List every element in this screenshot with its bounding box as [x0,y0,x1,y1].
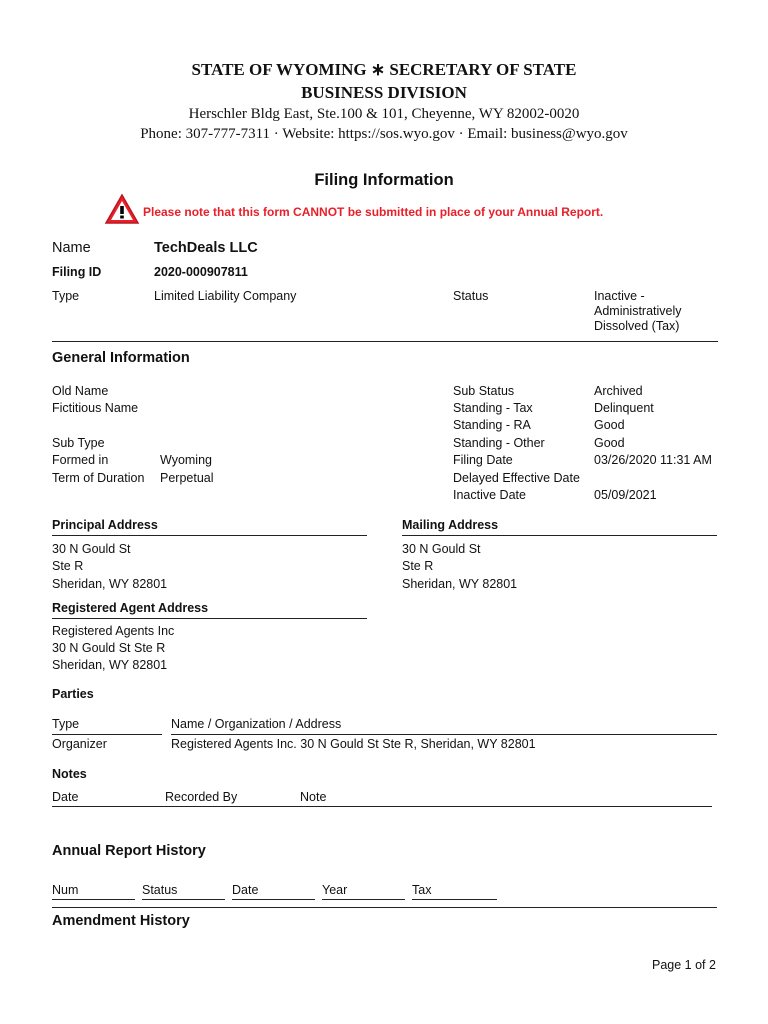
principal-line1: 30 N Gould St [52,542,131,556]
type-value: Limited Liability Company [154,289,297,303]
parties-col-type: Type [52,717,80,731]
status-value-line3: Dissolved (Tax) [594,319,680,333]
type-label: Type [52,289,80,303]
divider [52,734,162,735]
inactive-date-value: 05/09/2021 [594,488,657,502]
notes-col-recorded-by: Recorded By [165,790,238,804]
divider [322,899,405,900]
entity-name: TechDeals LLC [154,240,258,256]
formed-in-value: Wyoming [160,453,212,467]
annual-col-status: Status [142,883,178,897]
parties-heading: Parties [52,687,94,701]
parties-col-name: Name / Organization / Address [171,717,342,731]
standing-other-label: Standing - Other [453,436,545,450]
party-name: Registered Agents Inc. 30 N Gould St Ste R, Sheridan, WY 82801 [171,737,536,751]
sub-type-label: Sub Type [52,436,105,450]
annual-col-tax: Tax [412,883,432,897]
status-label: Status [453,289,489,303]
agency-state: STATE OF WYOMING [191,60,367,79]
divider [142,899,225,900]
general-info-heading: General Information [52,350,190,366]
agent-line2: 30 N Gould St Ste R [52,641,166,655]
page-number: Page 1 of 2 [652,958,716,972]
sub-status-value: Archived [594,384,643,398]
party-type: Organizer [52,737,107,751]
standing-tax-value: Delinquent [594,401,654,415]
divider [402,535,717,536]
header-contact: Phone: 307-777-7311 · Website: https://sos.wyo.gov · Email: business@wyo.gov [140,126,628,142]
old-name-label: Old Name [52,384,109,398]
page-title: Filing Information [314,171,454,189]
annual-report-heading: Annual Report History [52,843,206,859]
divider [412,899,497,900]
principal-address-heading: Principal Address [52,518,158,532]
mailing-address-heading: Mailing Address [402,518,499,532]
annual-col-num: Num [52,883,79,897]
term-label: Term of Duration [52,471,145,485]
divider [52,899,135,900]
mailing-line2: Ste R [402,559,434,573]
divider [52,618,367,619]
status-value-line2: Administratively [594,304,682,318]
annual-col-date: Date [232,883,259,897]
principal-line2: Ste R [52,559,84,573]
header-line1 [0,60,768,80]
fictitious-name-label: Fictitious Name [52,401,139,415]
divider [52,907,717,908]
standing-ra-value: Good [594,418,625,432]
formed-in-label: Formed in [52,453,109,467]
term-value: Perpetual [160,471,214,485]
divider [52,806,712,807]
header-separator: ∗ [370,60,386,79]
agent-address-heading: Registered Agent Address [52,601,209,615]
mailing-line1: 30 N Gould St [402,542,481,556]
filing-id-label: Filing ID [52,265,102,279]
notes-col-date: Date [52,790,79,804]
divider [52,341,718,342]
status-value-line1: Inactive - [594,289,645,303]
mailing-line3: Sheridan, WY 82801 [402,577,518,591]
filing-id-value: 2020-000907811 [154,265,248,279]
warning-text: Please note that this form CANNOT be submitted in place of your Annual Report. [143,205,604,219]
delayed-effective-label: Delayed Effective Date [453,471,580,485]
standing-other-value: Good [594,436,625,450]
standing-ra-label: Standing - RA [453,418,531,432]
agency-title: SECRETARY OF STATE [389,60,577,79]
divider [232,899,315,900]
annual-col-year: Year [322,883,348,897]
header-address: Herschler Bldg East, Ste.100 & 101, Cheyenne, WY 82002-0020 [188,106,580,122]
principal-line3: Sheridan, WY 82801 [52,577,168,591]
agent-line3: Sheridan, WY 82801 [52,658,168,672]
filing-date-value: 03/26/2020 11:31 AM [594,453,712,467]
header-division: BUSINESS DIVISION [301,83,467,102]
agent-line1: Registered Agents Inc [52,624,175,638]
notes-heading: Notes [52,767,87,781]
standing-tax-label: Standing - Tax [453,401,533,415]
warning-icon [104,193,140,225]
sub-status-label: Sub Status [453,384,515,398]
divider [52,535,367,536]
divider [171,734,717,735]
filing-date-label: Filing Date [453,453,513,467]
name-label: Name [52,240,91,256]
amendment-history-heading: Amendment History [52,913,190,929]
inactive-date-label: Inactive Date [453,488,526,502]
notes-col-note: Note [300,790,327,804]
